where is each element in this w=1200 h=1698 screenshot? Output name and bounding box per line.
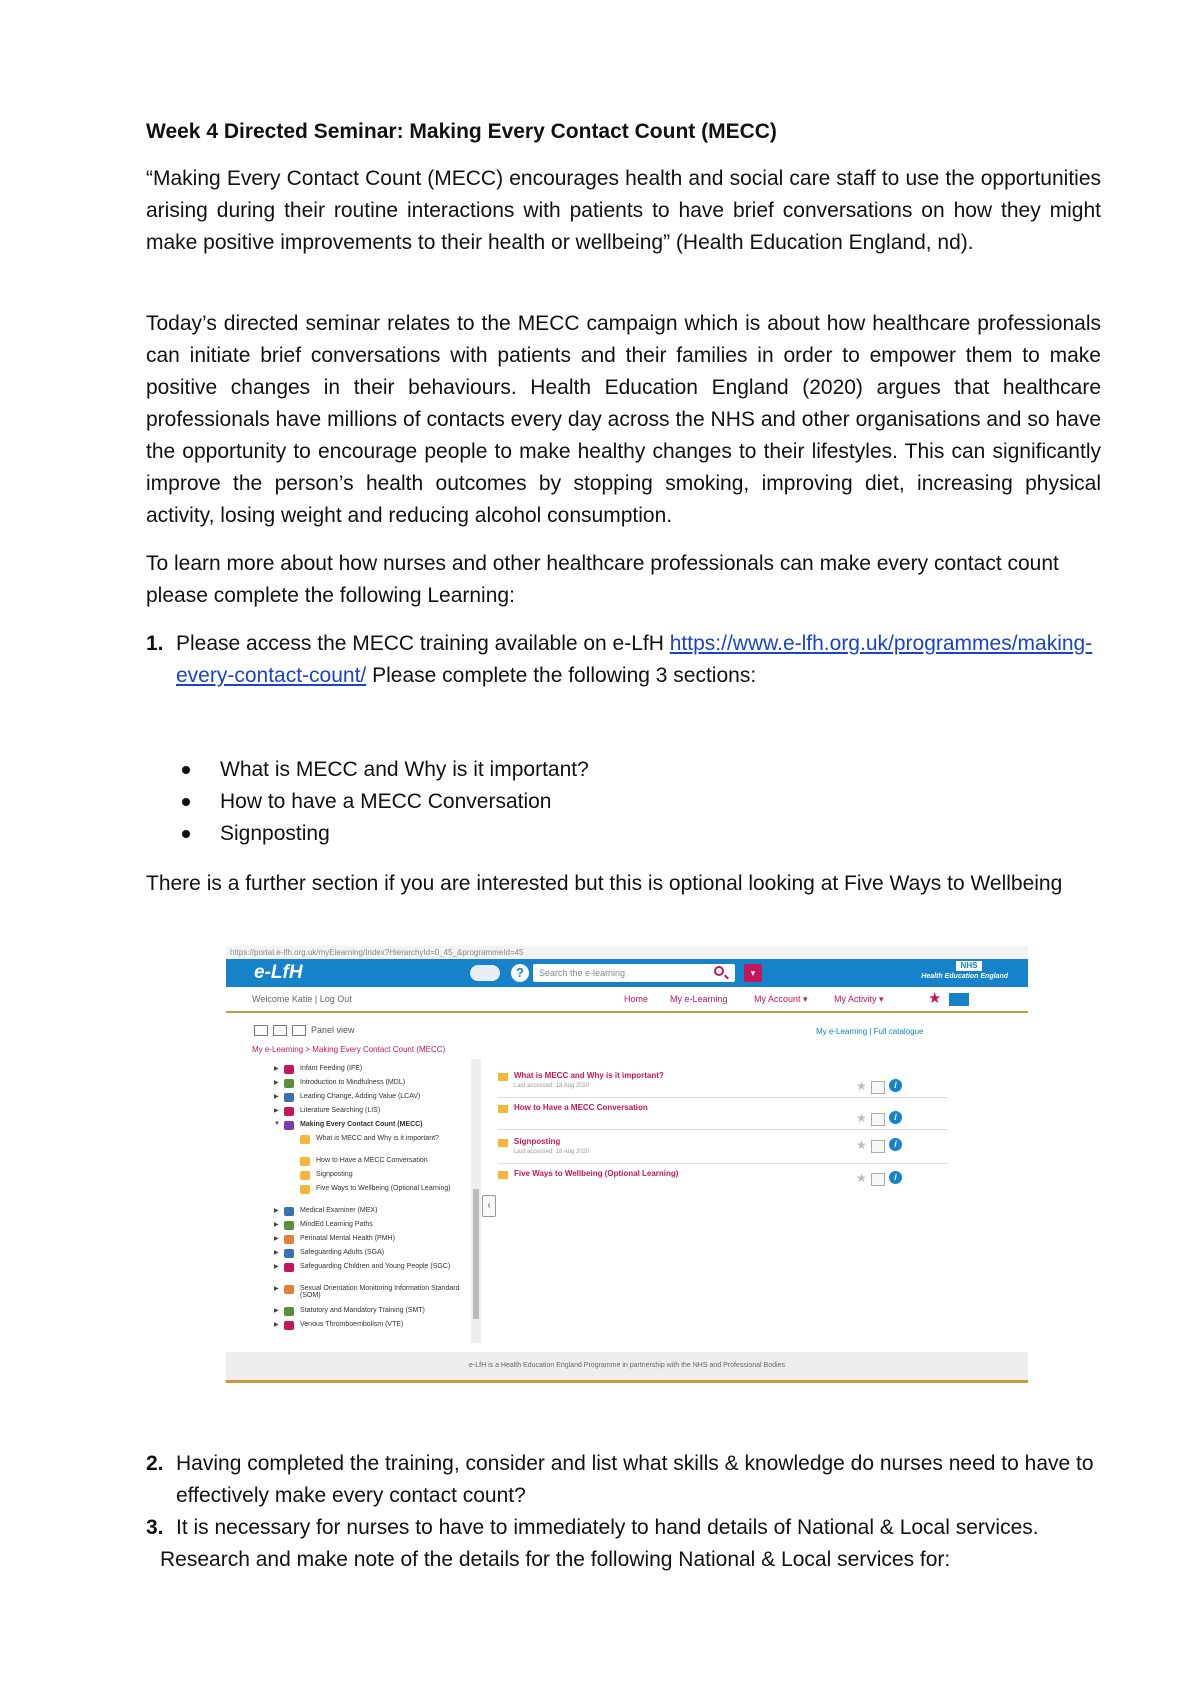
folder-icon [300,1171,310,1180]
programme-icon [284,1207,294,1216]
elfh-navbar [226,987,1028,1013]
programme-icon [284,1079,294,1088]
module-title[interactable]: What is MECC and Why is it important? [514,1071,664,1080]
star-icon[interactable]: ★ [856,1111,867,1125]
e-lfh-link[interactable]: https://www.e-lfh.org.uk/programmes/making-every-contact-count/ [176,632,1093,687]
list-item-3 [146,1512,1101,1544]
nhs-logo: NHS [956,961,982,971]
tree-label: What is MECC and Why is it important? [316,1135,439,1142]
tree-item[interactable] [274,1065,363,1072]
expand-icon[interactable]: ▶ [274,1222,279,1228]
bullet-icon [182,766,190,774]
star-icon[interactable]: ★ [856,1138,867,1152]
expand-icon[interactable]: ▶ [274,1236,279,1242]
tree-label: Venous Thromboembolism (VTE) [300,1321,404,1328]
programme-icon [284,1093,294,1102]
bullet-item [146,818,589,850]
programme-icon [284,1221,294,1230]
info-icon[interactable]: i [889,1171,902,1184]
tree-item[interactable] [274,1207,378,1214]
info-icon[interactable]: i [889,1111,902,1124]
list-number: 3. [146,1516,164,1539]
item1-text: Please access the MECC training available on e-LfH [176,632,670,655]
programme-icon [284,1235,294,1244]
folder-icon [300,1157,310,1166]
tree-label: Making Every Contact Count (MECC) [300,1121,423,1128]
list-view-icon[interactable] [273,1025,287,1036]
tree-item-mecc[interactable] [274,1121,423,1128]
nav-my-elearning[interactable]: My e-Learning [670,994,728,1004]
nav-my-account[interactable]: My Account ▾ [754,994,808,1004]
tree-label: Safeguarding Children and Young People (SGC) [300,1263,451,1270]
programme-tree [252,1059,474,1341]
tree-subitem[interactable] [316,1171,353,1178]
programme-icon [284,1107,294,1116]
elfh-footer: e-LfH is a Health Education England Programme in partnership with the NHS and Professional Bodies [226,1352,1028,1380]
intro-quote-paragraph: “Making Every Contact Count (MECC) encourages health and social care staff to use the opportunities arising during their routine interactions with patients to have brief conversations on how they might make positive improvements to their health or wellbeing” (Health Education England, nd). [146,167,1101,254]
tree-item[interactable] [274,1107,381,1114]
folder-icon [498,1073,508,1081]
tree-label: Perinatal Mental Health (PMH) [300,1235,395,1242]
tree-label: Safeguarding Adults (SGA) [300,1249,385,1256]
tree-label: How to Have a MECC Conversation [316,1157,428,1164]
tree-item[interactable] [274,1321,404,1328]
mail-icon[interactable] [949,993,969,1006]
tree-subitem[interactable] [316,1185,451,1192]
tree-label: Sexual Orientation Monitoring Information Standard (SOM) [300,1285,460,1299]
folder-icon [498,1171,508,1179]
expand-icon[interactable]: ▶ [274,1094,279,1100]
bullet-item [146,786,589,818]
list-number: 2. [146,1452,164,1475]
tree-label: Infant Feeding (IFE) [300,1065,363,1072]
list-item-2 [146,1448,1101,1512]
chevron-down-icon[interactable]: ▾ [744,964,762,982]
certificate-icon[interactable] [871,1113,885,1126]
elfh-screenshot [226,946,1028,1383]
collapse-icon[interactable]: ▼ [274,1121,280,1127]
tree-subitem[interactable] [316,1135,439,1142]
bullet-item [146,754,589,786]
search-icon[interactable] [714,966,724,976]
tree-item[interactable] [274,1263,451,1270]
module-title[interactable]: How to Have a MECC Conversation [514,1103,648,1112]
bullet-icon [182,830,190,838]
bullet-text: What is MECC and Why is it important? [220,758,589,781]
panel-view-icon[interactable] [292,1025,306,1036]
programme-icon [284,1263,294,1272]
module-last-accessed: Last accessed: 18 Aug 2020 [514,1083,590,1089]
folder-icon [300,1185,310,1194]
tree-label: Introduction to Mindfulness (MDL) [300,1079,406,1086]
tree-label: MindEd Learning Paths [300,1221,373,1228]
tree-label: Statutory and Mandatory Training (SMT) [300,1307,425,1314]
expand-icon[interactable]: ▶ [274,1250,279,1256]
hint-button[interactable] [470,965,500,981]
document-title: Week 4 Directed Seminar: Making Every Contact Count (MECC) [146,120,777,143]
tree-label: Signposting [316,1171,353,1178]
certificate-icon[interactable] [871,1140,885,1153]
info-icon[interactable]: i [889,1079,902,1092]
nav-my-activity[interactable]: My Activity ▾ [834,994,884,1004]
view-toggles [254,1025,355,1036]
seminar-description-paragraph: Today’s directed seminar relates to the MECC campaign which is about how healthcare professionals can initiate brief conversations with patients and their families in order to empower them to make positive changes in their behaviours. Health Education England (2020) argues that healthcare professionals have millions of contacts every day across the NHS and other organisations and so have the opportunity to encourage people to make healthy changes to their lifestyles. This can significantly improve the person’s health outcomes by stopping smoking, improving diet, increasing physical activity, losing weight and reducing alcohol consumption. [146,312,1101,527]
grid-view-icon[interactable] [254,1025,268,1036]
tree-item[interactable] [274,1285,474,1299]
collapse-panel-button[interactable]: ‹ [482,1195,496,1217]
tree-subitem[interactable] [316,1157,428,1164]
star-icon[interactable]: ★ [856,1079,867,1093]
learning-instructions-paragraph: To learn more about how nurses and other healthcare professionals can make every contact count please complete the following Learning: [146,552,1059,607]
expand-icon[interactable]: ▶ [274,1322,279,1328]
sections-bullet-list [146,754,589,850]
elfh-main [226,1013,1028,1353]
tree-scrollbar-thumb[interactable] [473,1189,479,1319]
welcome-text[interactable]: Welcome Katie | Log Out [252,994,352,1004]
folder-icon [498,1139,508,1147]
optional-section-paragraph: There is a further section if you are interested but this is optional looking at Five Ways to Wellbeing [146,872,1063,895]
search-input[interactable]: Search the e-learning [533,964,735,982]
info-icon[interactable]: i [889,1138,902,1151]
tree-label: Five Ways to Wellbeing (Optional Learning) [316,1185,451,1192]
module-title[interactable]: Five Ways to Wellbeing (Optional Learning) [514,1169,679,1178]
hee-label: Health Education England [921,973,1008,980]
nav-home[interactable]: Home [624,994,649,1004]
folder-icon [300,1135,310,1144]
folder-icon [498,1105,508,1113]
bullet-icon [182,798,190,806]
programme-icon [284,1321,294,1330]
tree-label: Medical Examiner (MEX) [300,1207,378,1214]
list-number: 1. [146,632,164,655]
tree-label: Leading Change, Adding Value (LCAV) [300,1093,421,1100]
expand-icon[interactable]: ▶ [274,1080,279,1086]
star-icon[interactable]: ★ [856,1171,867,1185]
tree-item[interactable] [274,1079,406,1086]
divider [498,1163,948,1164]
item3-text: It is necessary for nurses to have to immediately to hand details of National & Local services. [176,1516,1039,1539]
module-last-accessed: Last accessed: 18 Aug 2020 [514,1149,590,1155]
programme-icon [284,1307,294,1316]
expand-icon[interactable]: ▶ [274,1208,279,1214]
bullet-text: How to have a MECC Conversation [220,790,552,813]
elfh-header [226,959,1028,987]
certificate-icon[interactable] [871,1081,885,1094]
programme-icon [284,1249,294,1258]
module-title[interactable]: Signposting [514,1137,561,1146]
expand-icon[interactable]: ▶ [274,1286,279,1292]
tree-item[interactable] [274,1307,425,1314]
browser-url-bar: https://portal.e-lfh.org.uk/myElearning/Index?HierarchyId=0_45_&programmeId=45 [226,946,1028,959]
certificate-icon[interactable] [871,1173,885,1186]
item2-text: Having completed the training, consider and list what skills & knowledge do nurses need to have to effectively make every contact count? [176,1452,1094,1507]
programme-icon [284,1065,294,1074]
catalogue-link[interactable]: My e-Learning | Full catalogue [816,1027,924,1036]
divider [498,1097,948,1098]
tree-item[interactable] [274,1093,421,1100]
programme-icon [284,1285,294,1294]
view-label: Panel view [311,1025,355,1035]
breadcrumb[interactable]: My e-Learning > Making Every Contact Count (MECC) [252,1045,446,1054]
help-icon[interactable]: ? [511,964,529,982]
tree-label: Literature Searching (LIS) [300,1107,381,1114]
expand-icon[interactable]: ▶ [274,1066,279,1072]
list-item-1 [146,628,1101,692]
elfh-logo: e-LfH [254,962,303,983]
item1-text-after: Please complete the following 3 sections: [366,664,757,687]
tree-item[interactable] [274,1249,385,1256]
star-icon[interactable]: ★ [928,990,942,1007]
research-paragraph: Research and make note of the details for the following National & Local services for: [160,1548,951,1571]
tree-item[interactable] [274,1235,395,1242]
bullet-text: Signposting [220,822,330,845]
divider [498,1129,948,1130]
expand-icon[interactable]: ▶ [274,1264,279,1270]
expand-icon[interactable]: ▶ [274,1308,279,1314]
expand-icon[interactable]: ▶ [274,1108,279,1114]
programme-icon [284,1121,294,1130]
tree-item[interactable] [274,1221,373,1228]
